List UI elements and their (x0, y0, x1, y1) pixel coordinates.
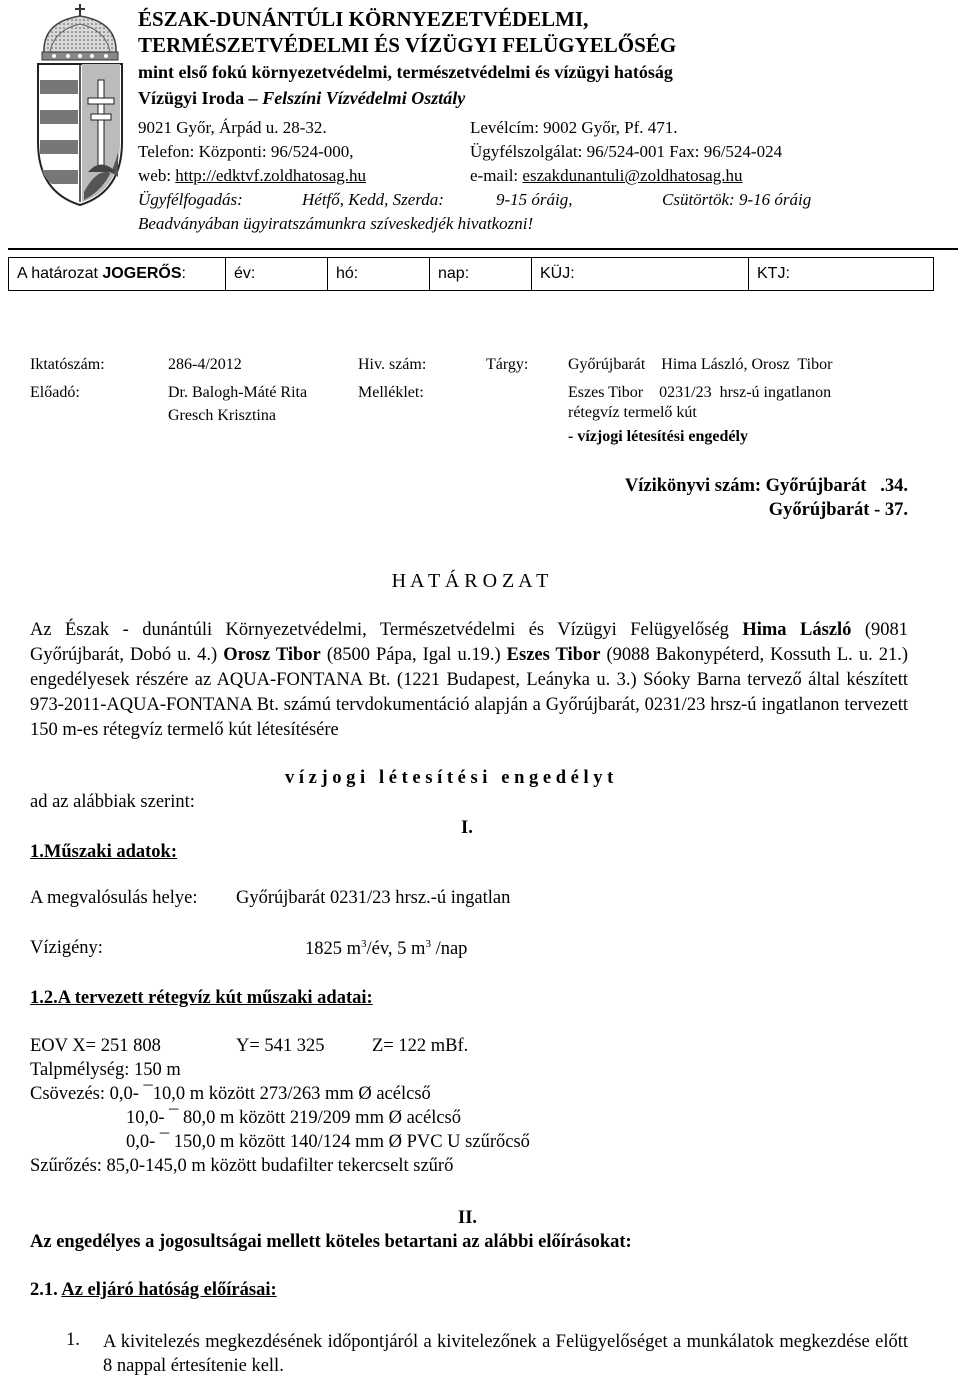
office-hours-thursday: Csütörtök: 9-16 óráig (662, 190, 812, 209)
water-register-number-1: Vízikönyvi szám: Győrújbarát .34. (624, 476, 908, 496)
decision-title: H A T Á R O Z A T (391, 570, 549, 592)
email-link[interactable]: eszakdunantuli@zoldhatosag.hu (522, 166, 743, 185)
email-label: e-mail: (470, 166, 519, 185)
eov-z: Z= 122 mBf. (372, 1036, 469, 1056)
demand-exponent-2: 3 (425, 938, 431, 950)
location-value: Győrújbarát 0231/23 hrsz.-ú ingatlan (236, 888, 511, 908)
reference-number-label: Hiv. szám: (358, 356, 427, 373)
well-depth: Talpmélység: 150 m (30, 1060, 181, 1080)
applicant-name-2: Orosz Tibor (223, 645, 321, 665)
paragraph-authority: Az Észak - dunántúli Környezetvédelmi, Természetvédelmi és Vízügyi Felügyelőség (30, 620, 729, 640)
applicant-address-2: (8500 Pápa, Igal u.19.) (326, 645, 501, 665)
casing-line-1: Csövezés: 0,0- ¯10,0 m között 273/263 mm Ø acélcső (30, 1084, 431, 1104)
org-name-line2: TERMÉSZETVÉDELMI ÉS VÍZÜGYI FELÜGYELŐSÉG (138, 33, 677, 57)
address: 9021 Győr, Árpád u. 28-32. (138, 118, 327, 137)
applicant-name-1: Hima László (742, 620, 852, 640)
department-unit: Felszíni Vízvédelmi Osztály (262, 88, 466, 108)
department-office: Vízügyi Iroda – (138, 88, 258, 108)
section-one-numeral: I. (461, 818, 473, 838)
section-two-numeral: II. (458, 1208, 478, 1228)
list-item-1-number: 1. (66, 1330, 80, 1350)
subsection-title: Az eljáró hatóság előírásai: (61, 1280, 277, 1300)
water-demand-value (305, 938, 467, 960)
officer-1: Dr. Balogh-Máté Rita (168, 384, 308, 401)
casing-line-3: 0,0- ¯ 150,0 m között 140/124 mm Ø PVC U szűrőcső (126, 1132, 530, 1152)
web (138, 166, 366, 186)
department (138, 87, 465, 109)
file-number-label: Iktatószám: (30, 356, 105, 373)
technical-data-heading: 1.Műszaki adatok: (30, 842, 177, 862)
org-name-line1: ÉSZAK-DUNÁNTÚLI KÖRNYEZETVÉDELMI, (138, 7, 589, 31)
attachment-label: Melléklet: (358, 384, 424, 401)
legal-force-suffix: : (181, 265, 186, 282)
officer-label: Előadó: (30, 384, 80, 401)
year-cell: év: (226, 258, 328, 291)
legal-force-bold: JOGERŐS (102, 265, 182, 282)
customer-service-fax: Ügyfélszolgálat: 96/524-001 Fax: 96/524-024 (470, 142, 783, 161)
subject-line1: Győrújbarát Hima László, Orosz Tibor (568, 356, 833, 373)
authority-role: mint első fokú környezetvédelmi, természetvédelmi és vízügyi hatóság (138, 62, 673, 82)
obligations-heading: Az engedélyes a jogosultságai mellett köteles betartani az alábbi előírásokat: (30, 1232, 632, 1252)
filter-line: Szűrőzés: 85,0-145,0 m között budafilter tekercselt szűrő (30, 1156, 454, 1176)
office-hours-label: Ügyfélfogadás: (138, 190, 243, 209)
subject-label: Tárgy: (486, 356, 529, 373)
coat-of-arms-logo (30, 2, 130, 207)
applicant-name-3: Eszes Tibor (506, 645, 601, 665)
water-demand-label: Vízigény: (30, 938, 103, 958)
subject-line2: Eszes Tibor 0231/23 hrsz-ú ingatlanon (568, 384, 832, 401)
officer-2: Gresch Krisztina (168, 407, 276, 424)
web-link[interactable]: http://edktvf.zoldhatosag.hu (175, 166, 367, 185)
demand-exponent-1: 3 (361, 938, 367, 950)
file-number-value: 286-4/2012 (168, 356, 242, 373)
eov-y: Y= 541 325 (236, 1036, 325, 1056)
subject-line4: - vízjogi létesítési engedély (568, 428, 748, 445)
subsection-heading (30, 1280, 277, 1301)
water-register-number-2: Győrújbarát - 37. (768, 500, 908, 520)
subject-line3: rétegvíz termelő kút (568, 404, 697, 421)
permit-granted: v í z j o g i l é t e s í t é s i e n g e d é l y t (285, 768, 614, 788)
web-label: web: (138, 166, 172, 185)
location-label: A megvalósulás helye: (30, 888, 198, 908)
office-hours-days: Hétfő, Kedd, Szerda: (302, 190, 444, 209)
subsection-number: 2.1. (30, 1280, 58, 1300)
demand-yearly: 1825 m (305, 939, 362, 960)
well-technical-heading: 1.2.A tervezett rétegvíz kút műszaki adatai: (30, 988, 373, 1008)
legal-force-label (9, 258, 226, 291)
postal-address: Levélcím: 9002 Győr, Pf. 471. (470, 118, 678, 137)
phone: Telefon: Központi: 96/524-000, (138, 142, 354, 161)
list-item-1-text: A kivitelezés megkezdésének időpontjáról a kivitelezőnek a Felügyelőséget a munkálatok megkezdése előtt 8 nappal értesítenie kell. (103, 1332, 908, 1376)
casing-line-2: 10,0- ¯ 80,0 m között 219/209 mm Ø acélcső (126, 1108, 462, 1128)
day-cell: nap: (430, 258, 532, 291)
paragraph-rest: (9088 Bakonypéterd, Kossuth L. u. 21.) engedélyesek részére az AQUA-FONTANA Bt. (1221 Budapest, Leányka u. 3.) Sóoky Barna tervező által készített 973-2011-AQUA-FONTANA Bt. számú tervdokumentáció alapján a Győrújbarát, 0231/23 hrsz-ú ingatlanon tervezett 150 m-es rétegvíz termelő kút létesítésére (30, 645, 909, 740)
month-cell: hó: (328, 258, 430, 291)
reference-note: Beadványában ügyiratszámunkra szíveskedjék hivatkozni! (138, 214, 534, 233)
applicant-address-1: (9081 Győrújbarát, Dobó u. 4.) (30, 620, 909, 665)
eov-x: EOV X= 251 808 (30, 1036, 161, 1056)
ktj-cell: KTJ: (749, 258, 934, 291)
legal-force-table (8, 257, 934, 291)
as-follows: ad az alábbiak szerint: (30, 792, 195, 812)
kuj-cell: KÜJ: (532, 258, 749, 291)
header-divider (8, 248, 958, 250)
legal-force-prefix: A határozat (17, 265, 98, 282)
email (470, 166, 742, 186)
decision-paragraph (30, 618, 908, 743)
demand-unit: /nap (430, 939, 468, 960)
office-hours-time: 9-15 óráig, (496, 190, 573, 209)
demand-daily: /év, 5 m (366, 939, 426, 960)
